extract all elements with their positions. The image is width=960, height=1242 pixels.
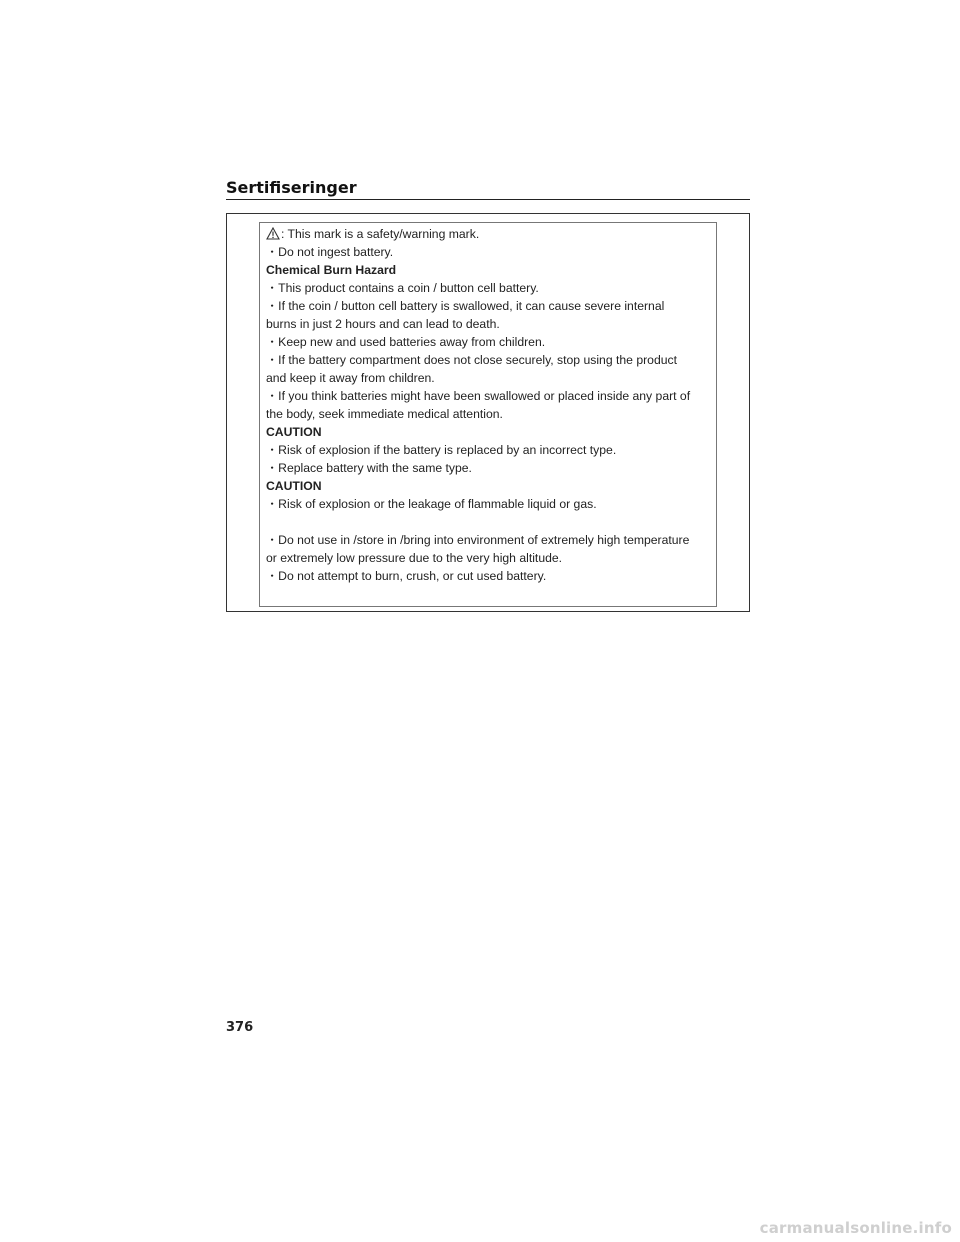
caution-heading-1: CAUTION <box>266 425 322 439</box>
chemical-burn-heading: Chemical Burn Hazard <box>266 263 397 277</box>
warning-mark-line <box>266 225 712 243</box>
page-number: 376 <box>226 1020 254 1035</box>
caution-heading-2: CAUTION <box>266 479 322 493</box>
chemical-line-5a: ・If you think batteries might have been swallowed or placed inside any part of <box>266 389 691 403</box>
chemical-line-3: ・Keep new and used batteries away from children. <box>266 335 546 349</box>
caution-2-line-1: ・Risk of explosion or the leakage of flammable liquid or gas. <box>266 497 597 511</box>
caution-1-line-1: ・Risk of explosion if the battery is replaced by an incorrect type. <box>266 443 617 457</box>
title-rule <box>226 199 750 200</box>
caution-1-line-2: ・Replace battery with the same type. <box>266 461 472 475</box>
chemical-line-2a: ・If the coin / button cell battery is swallowed, it can cause severe internal <box>266 299 665 313</box>
chemical-line-2b: burns in just 2 hours and can lead to death. <box>266 317 500 331</box>
chemical-line-5b: the body, seek immediate medical attention. <box>266 407 503 421</box>
battery-warning-notice <box>266 225 712 585</box>
watermark: carmanualsonline.info <box>759 1219 952 1237</box>
chemical-line-4b: and keep it away from children. <box>266 371 435 385</box>
ingest-line: ・Do not ingest battery. <box>266 245 394 259</box>
warning-mark-text: : This mark is a safety/warning mark. <box>281 227 480 241</box>
section-title: Sertifiseringer <box>226 178 357 197</box>
chemical-line-4a: ・If the battery compartment does not close securely, stop using the product <box>266 353 677 367</box>
environment-line-a: ・Do not use in /store in /bring into environment of extremely high temperature <box>266 533 690 547</box>
warning-triangle-icon <box>266 227 280 240</box>
burn-line: ・Do not attempt to burn, crush, or cut used battery. <box>266 569 547 583</box>
environment-line-b: or extremely low pressure due to the very high altitude. <box>266 551 563 565</box>
spacer <box>266 513 712 531</box>
chemical-line-1: ・This product contains a coin / button cell battery. <box>266 281 539 295</box>
